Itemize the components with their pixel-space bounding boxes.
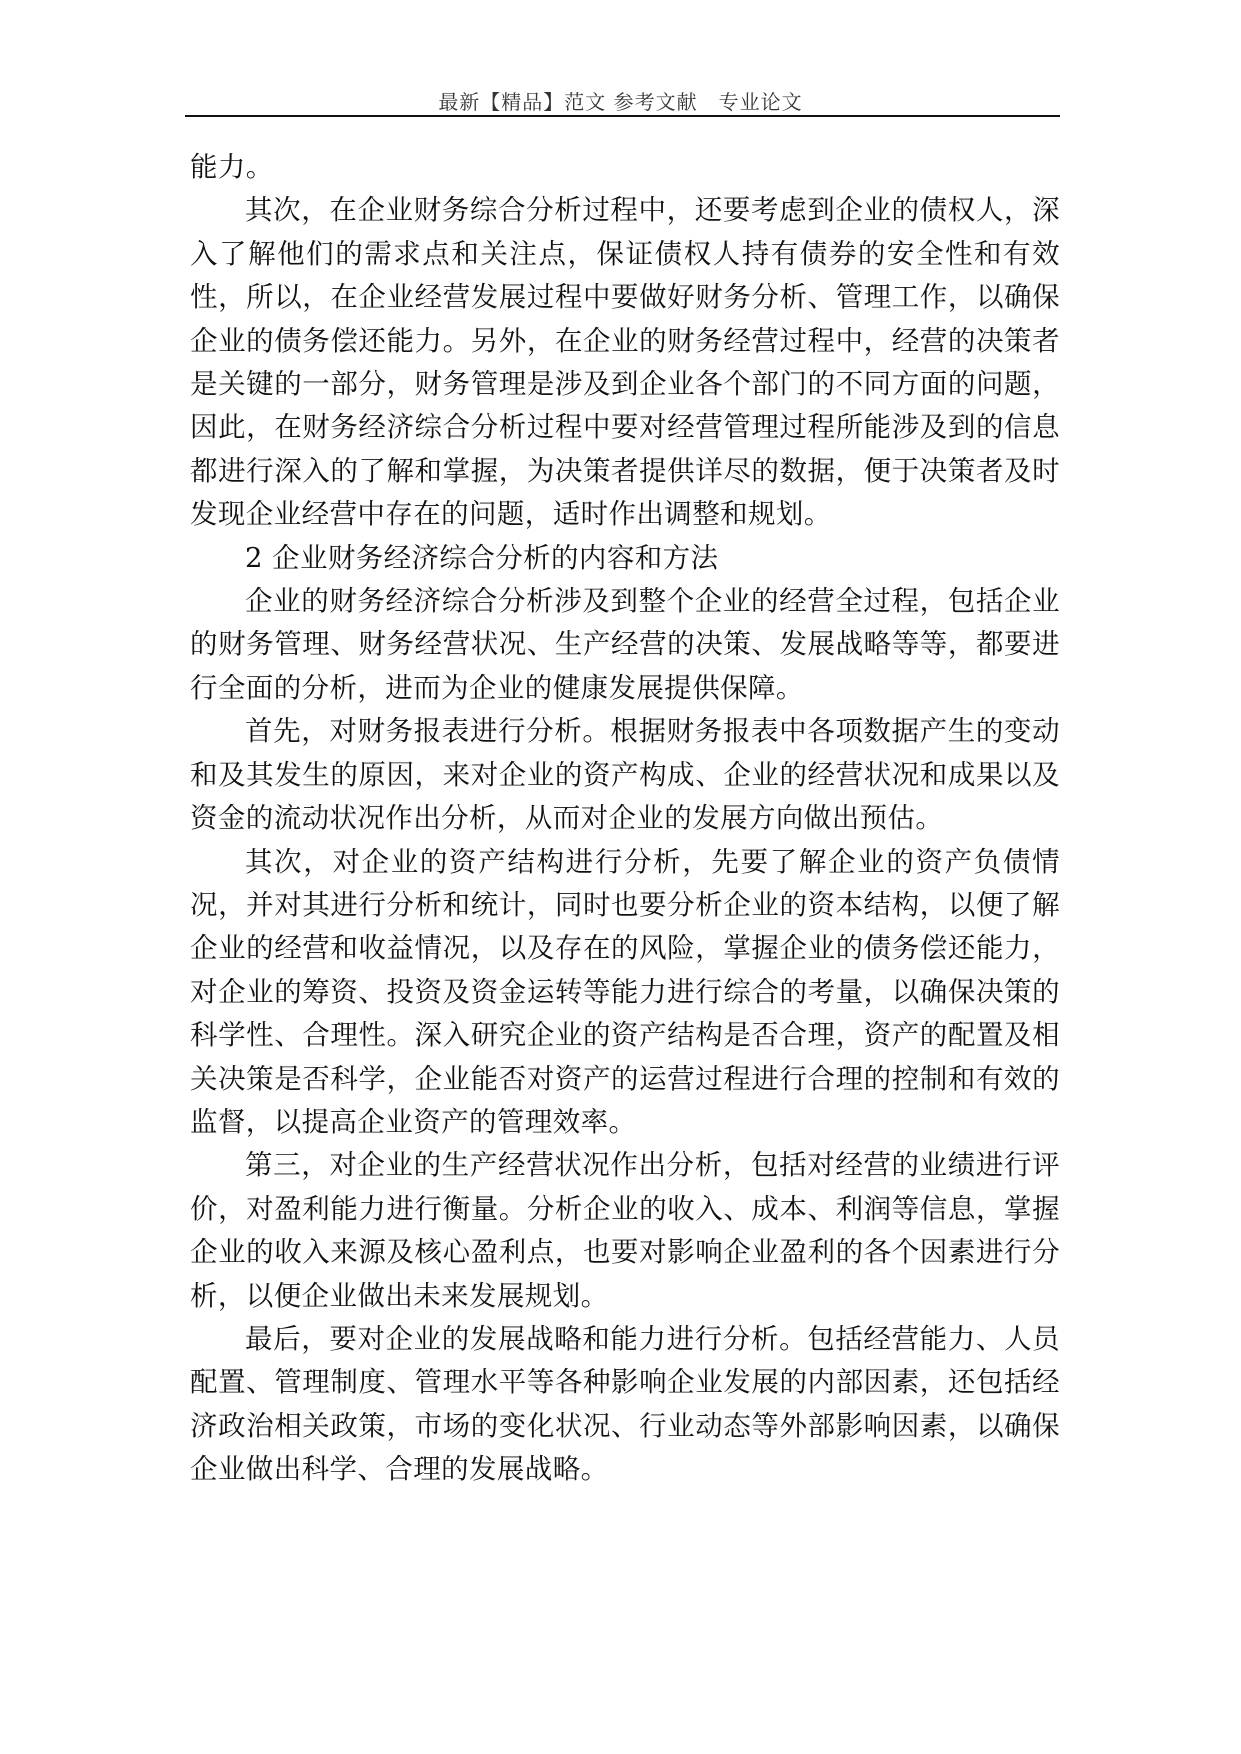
document-body bbox=[190, 146, 1060, 1492]
paragraph: 最后，要对企业的发展战略和能力进行分析。包括经营能力、人员配置、管理制度、管理水平等各种影响企业发展的内部因素，还包括经济政治相关政策，市场的变化状况、行业动态等外部影响因素，以确保企业做出科学、合理的发展战略。 bbox=[190, 1322, 1060, 1486]
paragraph: 第三，对企业的生产经营状况作出分析，包括对经营的业绩进行评价，对盈利能力进行衡量。分析企业的收入、成本、利润等信息，掌握企业的收入来源及核心盈利点，也要对影响企业盈利的各个因素进行分析，以便企业做出未来发展规划。 bbox=[190, 1149, 1060, 1312]
paragraph-continuation: 能力。 bbox=[190, 151, 274, 183]
paragraph: 其次，在企业财务综合分析过程中，还要考虑到企业的债权人，深入了解他们的需求点和关注点，保证债权人持有债券的安全性和有效性，所以，在企业经营发展过程中要做好财务分析、管理工作，以确保企业的债务偿还能力。另外，在企业的财务经营过程中，经营的决策者是关键的一部分，财务管理是涉及到企业各个部门的不同方面的问题，因此，在财务经济综合分析过程中要对经营管理过程所能涉及到的信息都进行深入的了解和掌握，为决策者提供详尽的数据，便于决策者及时发现企业经营中存在的问题，适时作出调整和规划。 bbox=[190, 194, 1060, 531]
paragraph: 首先，对财务报表进行分析。根据财务报表中各项数据产生的变动和及其发生的原因，来对企业的资产构成、企业的经营状况和成果以及资金的流动状况作出分析，从而对企业的发展方向做出预估。 bbox=[190, 715, 1060, 835]
paragraph: 企业的财务经济综合分析涉及到整个企业的经营全过程，包括企业的财务管理、财务经营状况、生产经营的决策、发展战略等等，都要进行全面的分析，进而为企业的健康发展提供保障。 bbox=[190, 585, 1060, 704]
page-header: 最新【精品】范文 参考文献 专业论文 bbox=[438, 90, 803, 114]
paragraph: 其次，对企业的资产结构进行分析，先要了解企业的资产负债情况，并对其进行分析和统计，同时也要分析企业的资本结构，以便了解企业的经营和收益情况，以及存在的风险，掌握企业的债务偿还能力，对企业的筹资、投资及资金运转等能力进行综合的考量，以确保决策的科学性、合理性。深入研究企业的资产结构是否合理，资产的配置及相关决策是否科学，企业能否对资产的运营过程进行合理的控制和有效的监督，以提高企业资产的管理效率。 bbox=[190, 845, 1060, 1138]
section-heading: 2 企业财务经济综合分析的内容和方法 bbox=[245, 541, 719, 574]
header-divider bbox=[185, 115, 1060, 117]
